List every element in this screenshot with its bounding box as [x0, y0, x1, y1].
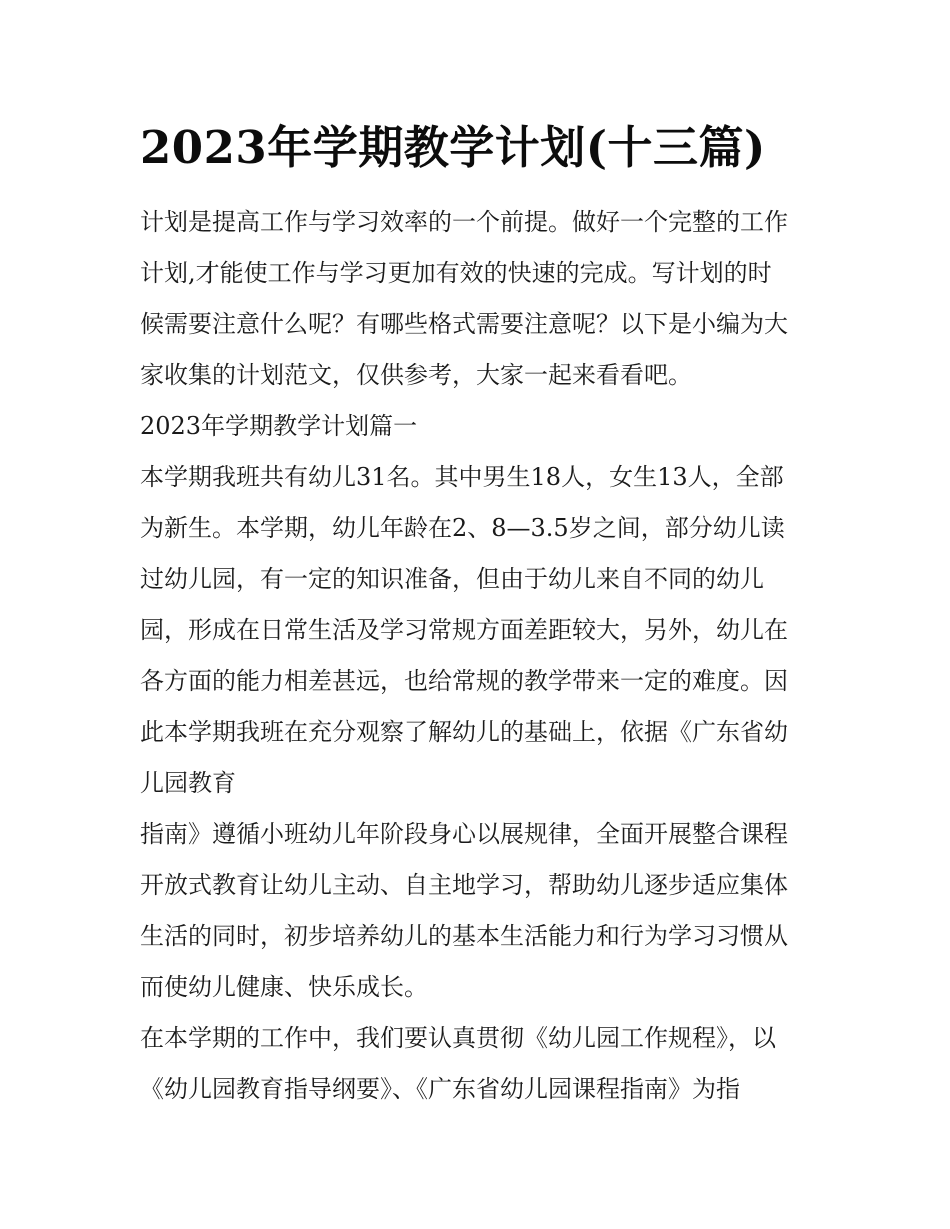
intro-line: 计划,才能使工作与学习更加有效的快速的完成。写计划的时 — [140, 259, 772, 287]
paragraph-line: 《幼儿园教育指导纲要》、《广东省幼儿园课程指南》为指 — [140, 1075, 740, 1103]
paragraph-line: 开放式教育让幼儿主动、自主地学习，帮助幼儿逐步适应集体 — [140, 871, 788, 899]
paragraph-line: 儿园教育 — [140, 769, 236, 797]
paragraph-line: 此本学期我班在充分观察了解幼儿的基础上，依据《广东省幼 — [140, 718, 788, 746]
section-heading — [140, 401, 816, 452]
paragraph-class-overview — [140, 452, 816, 809]
paragraph-work-plan — [140, 1013, 816, 1115]
paragraph-line: 指南》遵循小班幼儿年阶段身心以展规律，全面开展整合课程 — [140, 820, 788, 848]
intro-line: 家收集的计划范文，仅供参考，大家一起来看看吧。 — [140, 361, 692, 389]
paragraph-line: 为新生。本学期，幼儿年龄在2、8—3.5岁之间，部分幼儿读 — [140, 514, 785, 542]
paragraph-line: 生活的同时，初步培养幼儿的基本生活能力和行为学习习惯从 — [140, 922, 788, 950]
paragraph-line: 本学期我班共有幼儿31名。其中男生18人，女生13人，全部 — [140, 463, 784, 491]
document-title: 2023年学期教学计划(十三篇) — [140, 121, 766, 174]
section-heading-text: 2023年学期教学计划篇一 — [140, 412, 418, 440]
paragraph-line: 而使幼儿健康、快乐成长。 — [140, 973, 428, 1001]
intro-line: 候需要注意什么呢？有哪些格式需要注意呢？以下是小编为大 — [140, 310, 788, 338]
intro-paragraph — [140, 197, 816, 401]
paragraph-guidelines — [140, 809, 816, 1013]
paragraph-line: 在本学期的工作中，我们要认真贯彻《幼儿园工作规程》，以 — [140, 1024, 776, 1052]
intro-line: 计划是提高工作与学习效率的一个前提。做好一个完整的工作 — [140, 208, 788, 236]
paragraph-line: 园，形成在日常生活及学习常规方面差距较大，另外，幼儿在 — [140, 616, 788, 644]
paragraph-line: 过幼儿园，有一定的知识准备，但由于幼儿来自不同的幼儿 — [140, 565, 764, 593]
paragraph-line: 各方面的能力相差甚远，也给常规的教学带来一定的难度。因 — [140, 667, 788, 695]
